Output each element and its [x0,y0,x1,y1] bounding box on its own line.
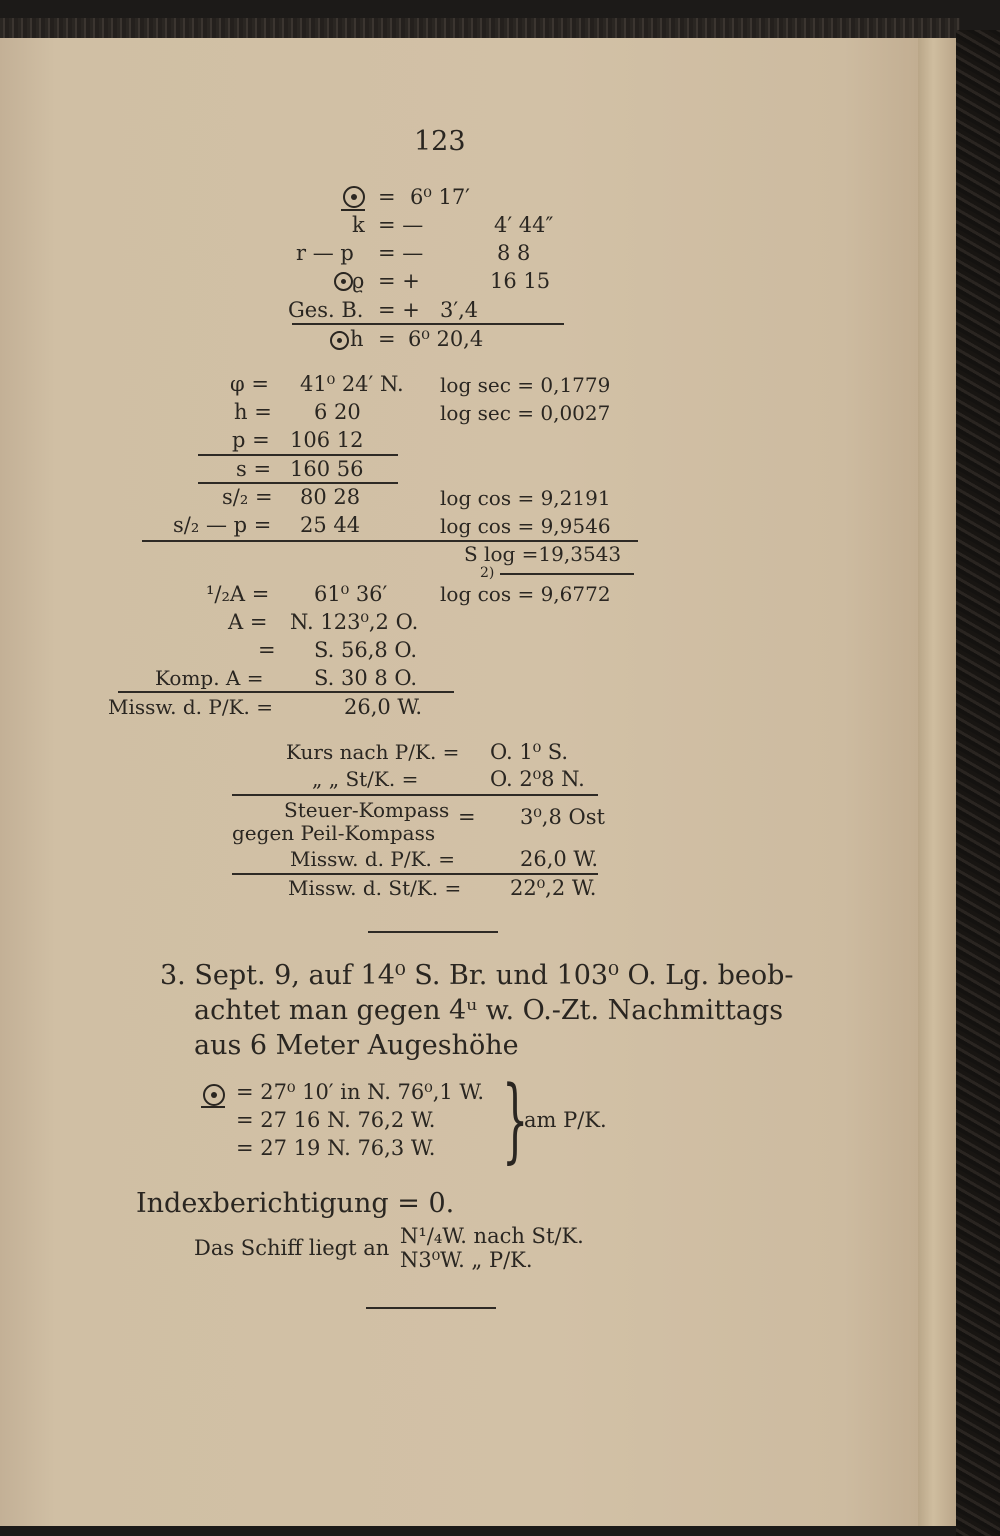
sun-lower-limb-icon [341,209,365,211]
calc2-a2-value: S. 56,8 O. [314,638,418,662]
calc2-s-label: s = [236,457,272,481]
section-divider-bottom [366,1307,496,1309]
calc2-log-sec-2: log sec = 0,0027 [440,401,611,425]
calc2-s2-label: s/₂ = [222,485,273,509]
calc2-half-a-label: ¹/₂A = [206,582,270,606]
calc1-h-value: 6⁰ 20,4 [408,327,484,351]
calc3-steuer-label-2: gegen Peil-Kompass [232,821,436,845]
calc1-rho-label: ϱ [352,269,365,293]
calc2-sum-log: S log =19,3543 [464,542,622,566]
section-divider [368,931,498,933]
calc1-rp-label: r — p [296,241,354,265]
calc1-sun-eq: = [378,185,396,209]
calc3-kurs-pk-value: O. 1⁰ S. [490,740,569,764]
brace-icon: } [502,1066,529,1173]
calc1-rho-eq: = + [378,269,420,293]
calc2-missw-value: 26,0 W. [344,695,423,719]
calc1-rp-value: 8 8 [497,241,531,265]
calc2-h-label: h = [234,400,272,424]
calc1-h-label: h [350,327,364,351]
calc3-missw-pk-label: Missw. d. P/K. = [290,847,455,871]
calc2-divide-line [500,573,634,575]
observation-3: = 27 19 N. 76,3 W. [236,1136,436,1160]
calc3-steuer-value: 3⁰,8 Ost [520,805,605,829]
calc2-line-2 [198,482,398,484]
calc3-line-1 [232,794,598,796]
book-page [0,38,918,1526]
calc2-komp-a-label: Komp. A = [155,666,264,690]
calc1-sum-line [292,323,564,325]
calc2-a2-label: = [258,638,276,662]
calc2-phi-value: 41⁰ 24′ N. [300,372,404,396]
calc2-divisor: 2) [480,565,495,581]
index-correction: Indexberichtigung = 0. [136,1188,455,1219]
calc1-ges-label: Ges. B. [288,298,364,322]
sun-lower-limb-icon [201,1106,225,1108]
calc2-half-a-value: 61⁰ 36′ [314,582,388,606]
calc2-missw-line [118,691,454,693]
calc2-s2p-label: s/₂ — p = [173,513,272,537]
calc1-ges-value: 3′,4 [440,298,479,322]
calc3-missw-pk-value: 26,0 W. [520,847,599,871]
calc1-h-eq: = [378,327,396,351]
observation-2: = 27 16 N. 76,2 W. [236,1108,436,1132]
calc2-missw-label: Missw. d. P/K. = [108,695,273,719]
calc3-steuer-eq: = [458,805,476,829]
calc3-kurs-pk-label: Kurs nach P/K. = [286,740,460,764]
calc1-ges-eq: = + [378,298,420,322]
calc2-line-1 [198,454,398,456]
calc2-s2p-value: 25 44 [300,513,361,537]
sun-symbol-icon [203,1084,225,1106]
calc3-missw-st-label: Missw. d. St/K. = [288,876,462,900]
calc2-a-label: A = [228,610,268,634]
problem-line-2: achtet man gegen 4ᵘ w. O.-Zt. Nachmittags [194,995,784,1026]
calc2-p-value: 106 12 [290,428,364,452]
calc2-phi-label: φ = [230,372,269,396]
sun-symbol-icon [343,186,365,208]
calc2-p-label: p = [232,428,270,452]
calc3-missw-st-value: 22⁰,2 W. [510,876,597,900]
calc2-s2-value: 80 28 [300,485,361,509]
calc2-h-value: 6 20 [314,400,361,424]
calc2-log-cos-3: log cos = 9,6772 [440,582,611,606]
problem-line-3: aus 6 Meter Augeshöhe [194,1030,519,1061]
calc3-line-2 [232,873,598,875]
calc2-log-cos-1: log cos = 9,2191 [440,486,611,510]
calc2-s-value: 160 56 [290,457,364,481]
ship-course-1: N¹/₄W. nach St/K. [400,1224,584,1248]
calc2-a-value: N. 123⁰,2 O. [290,610,419,634]
calc3-kurs-st-label: „ „ St/K. = [312,767,419,791]
observation-1: = 27⁰ 10′ in N. 76⁰,1 W. [236,1080,484,1104]
top-shadow [0,18,960,40]
ship-heading-label: Das Schiff liegt an [194,1236,390,1260]
calc1-rho-value: 16 15 [490,269,551,293]
sun-center-icon [334,272,353,291]
page-number: 123 [414,126,466,157]
observation-compass: am P/K. [524,1108,607,1132]
calc3-steuer-label-1: Steuer-Kompass [284,798,450,822]
calc2-komp-a-value: S. 30 8 O. [314,666,418,690]
calc1-k-label: k [352,213,365,237]
calc2-log-sec-1: log sec = 0,1779 [440,373,611,397]
calc1-k-eq: = — [378,213,424,237]
problem-line-1: 3. Sept. 9, auf 14⁰ S. Br. und 103⁰ O. Lg. beob- [160,960,794,991]
book-binding [956,30,1000,1536]
page-edge [918,38,956,1526]
sun-center-icon [330,331,349,350]
calc2-log-cos-2: log cos = 9,9546 [440,514,611,538]
calc1-k-value: 4′ 44″ [494,213,554,237]
ship-course-2: N3⁰W. „ P/K. [400,1248,533,1272]
calc3-kurs-st-value: O. 2⁰8 N. [490,767,585,791]
calc1-sun-value: 6⁰ 17′ [410,185,470,209]
calc1-rp-eq: = — [378,241,424,265]
